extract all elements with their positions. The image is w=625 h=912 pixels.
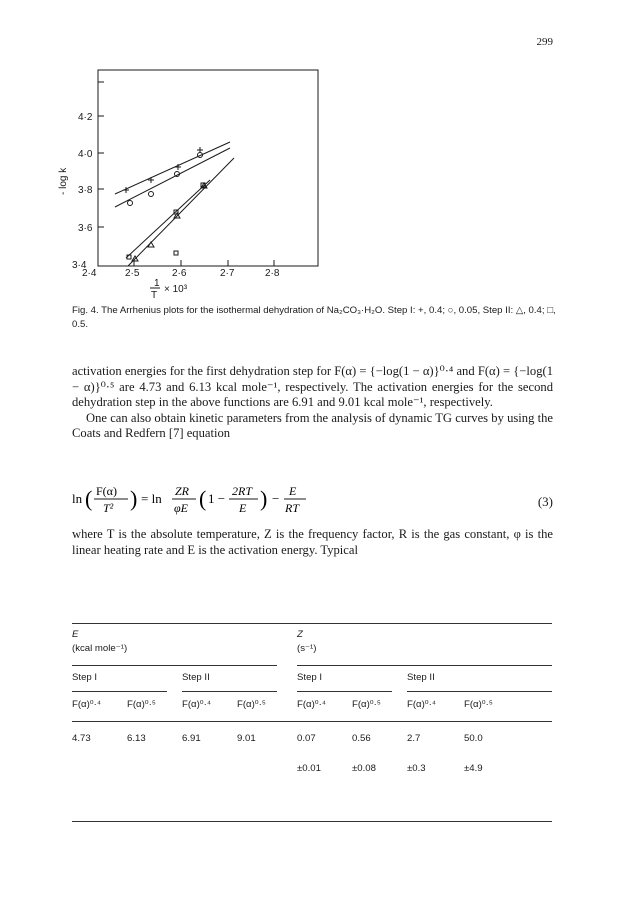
table-cell: 6.13 [127, 733, 146, 744]
eq-paren-close: ) [260, 486, 268, 511]
eq-minus: − [272, 491, 280, 506]
eq-paren-den: E [239, 501, 247, 515]
y-tick-label: 3·8 [78, 185, 93, 196]
figure-caption: Fig. 4. The Arrhenius plots for the isothermal dehydration of Na₂CO₃·H₂O. Step I: +, 0.4; ○, 0.05, Step II: △, 0.4; □, 0.5. [72, 305, 556, 330]
step-header: Step I [297, 672, 323, 683]
step-rule [182, 691, 277, 692]
header-bottom-rule [72, 721, 552, 722]
paragraph-2: One can also obtain kinetic parameters from the analysis of dynamic TG curves by using the Coats and Redfern [7] equation [72, 410, 553, 440]
table-cell: 0.56 [352, 733, 371, 744]
paragraph-1: activation energies for the first dehydration step for F(α) = {−log(1 − α)}⁰·⁴ and F(α) = {−log(1 − α)}⁰·⁵ are 4.73 and 6.13 kcal mole⁻¹, respectively. The activation energies for the second dehydration step in the above functions are 6.91 and 9.01 kcal mole⁻¹, respectively. [72, 364, 553, 409]
eq-paren-open: ( [85, 486, 93, 511]
col-group-z-unit: (s⁻¹) [297, 643, 317, 654]
step-rule [72, 691, 167, 692]
table-bottom-rule [72, 821, 552, 822]
y-tick-label: 3·4 [72, 260, 87, 271]
fit-line-step2-triangle [128, 158, 234, 266]
table-error-cell: ±0.08 [352, 763, 376, 774]
x-tick-label: 2·8 [265, 268, 280, 279]
x-tick-label: 2·7 [220, 268, 235, 279]
y-ticks [98, 82, 104, 227]
func-header: F(α)⁰·⁴ [407, 699, 436, 710]
y-tick-label: 3·6 [78, 223, 93, 234]
x-ticks [134, 260, 274, 266]
step-header: Step II [407, 672, 435, 683]
x-tick-label: 2·4 [82, 268, 97, 279]
points-plus [123, 147, 203, 193]
fit-line-step1-circle [115, 148, 230, 207]
func-header: F(α)⁰·⁵ [127, 699, 156, 710]
points-triangle [132, 183, 207, 261]
table-cell: 6.91 [182, 733, 201, 744]
eq-rhs-num: ZR [175, 484, 190, 498]
x-tick-label: 2·6 [172, 268, 187, 279]
x-axis-multiplier: × 10³ [164, 284, 188, 295]
eq-lhs-num: F(α) [96, 484, 117, 498]
y-tick-label: 4·0 [78, 149, 93, 160]
step-rule [297, 691, 392, 692]
table-error-cell: ±4.9 [464, 763, 483, 774]
col-group-e: E [72, 629, 79, 640]
group-rule-z [297, 665, 552, 666]
y-axis-label: - log k [58, 167, 69, 195]
fit-line-step1-plus [115, 142, 230, 194]
table-error-cell: ±0.01 [297, 763, 321, 774]
table-cell: 9.01 [237, 733, 256, 744]
table-top-rule [72, 623, 552, 624]
func-header: F(α)⁰·⁴ [297, 699, 326, 710]
x-axis-label-denominator: T [151, 290, 158, 301]
arrhenius-figure [58, 70, 330, 301]
func-header: F(α)⁰·⁴ [182, 699, 211, 710]
x-axis-label-numerator: 1 [154, 278, 160, 289]
table-cell: 2.7 [407, 733, 421, 744]
table-error-cell: ±0.3 [407, 763, 426, 774]
y-tick-label: 4·2 [78, 112, 93, 123]
eq-paren-close: ) [130, 486, 138, 511]
func-header: F(α)⁰·⁵ [464, 699, 493, 710]
func-header: F(α)⁰·⁵ [352, 699, 381, 710]
arrhenius-plot [58, 70, 330, 301]
func-header: F(α)⁰·⁴ [72, 699, 101, 710]
equation-number: (3) [537, 494, 553, 509]
col-group-e-unit: (kcal mole⁻¹) [72, 643, 128, 654]
paragraph-3: where T is the absolute temperature, Z is the frequency factor, R is the gas constant, φ is the linear heating rate and E is the activation energy. Typical [72, 527, 553, 557]
body-text-upper [72, 364, 553, 442]
eq-paren-open: ( [199, 486, 207, 511]
fit-line-step2-square [126, 180, 210, 258]
func-header: F(α)⁰·⁵ [237, 699, 266, 710]
step-rule [407, 691, 552, 692]
group-rule-e [72, 665, 277, 666]
eq-ln: ln [72, 491, 83, 506]
page-number: 299 [536, 36, 553, 48]
eq-paren-num: 2RT [232, 484, 253, 498]
col-group-z: Z [297, 629, 303, 640]
eq-last-num: E [289, 484, 297, 498]
eq-rhs-den: φE [174, 501, 188, 515]
table-cell: 4.73 [72, 733, 91, 744]
plot-frame [98, 70, 318, 266]
eq-equals-ln: = ln [141, 491, 162, 506]
equation-svg [72, 482, 553, 518]
eq-lhs-den: T² [103, 501, 114, 515]
eq-one-minus: 1 − [208, 491, 226, 506]
table-cell: 50.0 [464, 733, 483, 744]
step-header: Step II [182, 672, 210, 683]
step-header: Step I [72, 672, 98, 683]
table-cell: 0.07 [297, 733, 316, 744]
x-tick-label: 2·5 [125, 268, 140, 279]
equation-3 [72, 482, 553, 518]
eq-last-den: RT [285, 501, 300, 515]
